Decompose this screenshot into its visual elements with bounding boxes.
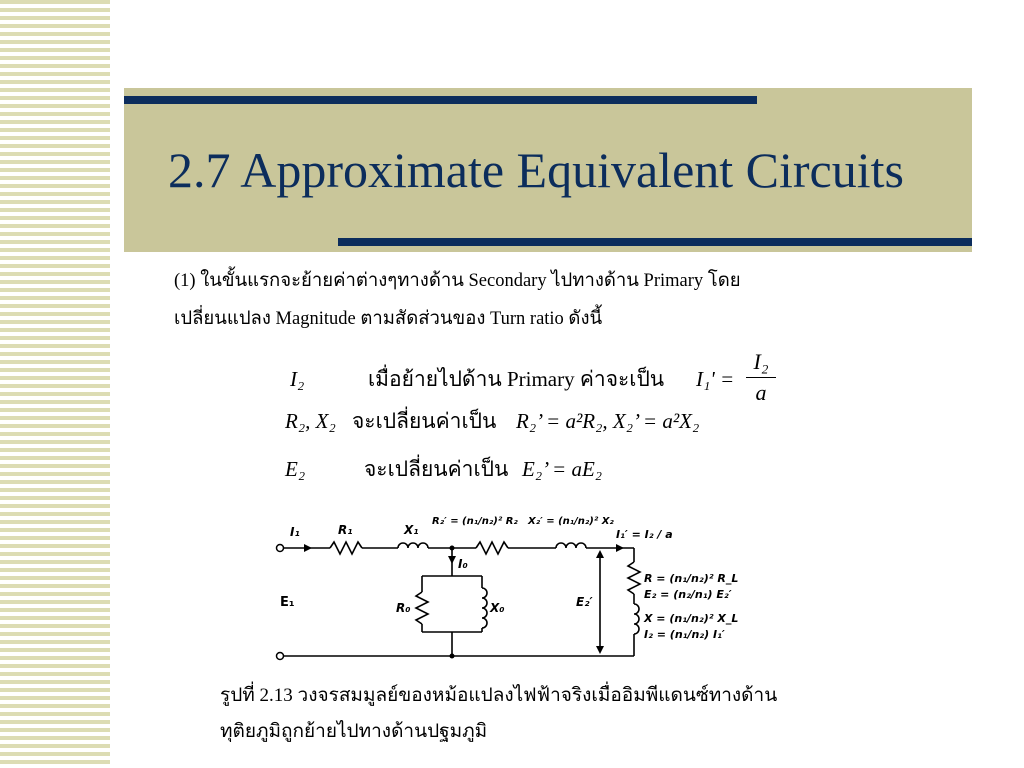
eq3-expression: E₂’ = aE₂ <box>522 457 603 481</box>
label-i1: I₁ <box>290 525 300 539</box>
label-x2-prime: X₂′ = (n₁/n₂)² X₂ <box>528 516 614 527</box>
eq1-symbol: I₂ <box>290 367 305 391</box>
eq2-expression: R₂’ = a²R₂, X₂’ = a²X₂ <box>516 409 700 433</box>
inductor-x0 <box>482 588 487 628</box>
terminal-bottom <box>277 653 284 660</box>
title-rule-top <box>124 96 757 104</box>
resistor-r0 <box>416 592 428 624</box>
label-i2-relation: I₂ = (n₁/n₂) I₁′ <box>644 628 725 641</box>
eq1-fraction-denominator: a <box>755 380 767 405</box>
inductor-x1 <box>398 543 428 548</box>
label-r2-prime: R₂′ = (n₁/n₂)² R₂ <box>432 516 518 527</box>
resistor-load <box>628 562 640 594</box>
label-e2-relation: E₂ = (n₂/n₁) E₂′ <box>644 588 732 601</box>
eq2-symbol: R₂, X₂ <box>285 409 336 433</box>
caption-line-2: ทุติยภูมิถูกย้ายไปทางด้านปฐมภูมิ <box>220 721 488 742</box>
label-e1: E₁ <box>280 595 295 610</box>
eq3-symbol: E₂ <box>285 457 306 481</box>
label-x0: X₀ <box>490 601 505 615</box>
eq2-text: จะเปลี่ยนค่าเป็น <box>352 409 497 433</box>
voltage-arrowhead-top <box>596 550 604 558</box>
equivalent-circuit-diagram <box>270 488 830 668</box>
terminal-top <box>277 545 284 552</box>
slide-title: 2.7 Approximate Equivalent Circuits <box>168 142 904 198</box>
label-e2-prime: E₂′ <box>576 595 593 609</box>
label-r1: R₁ <box>338 523 353 537</box>
label-i1-prime: I₁′ = I₂ / a <box>616 528 673 541</box>
label-r0: R₀ <box>396 601 411 615</box>
junction-top <box>450 546 455 551</box>
voltage-arrowhead-bottom <box>596 646 604 654</box>
eq1-fraction-numerator: I₂ <box>753 349 769 374</box>
eq3-text: จะเปลี่ยนค่าเป็น <box>364 457 509 481</box>
junction-bottom <box>450 654 455 659</box>
resistor-r2-prime <box>476 542 508 554</box>
decorative-stripes <box>0 0 110 768</box>
label-x-load: X = (n₁/n₂)² X_L <box>644 612 739 625</box>
current-arrow-i0 <box>448 556 456 564</box>
intro-paragraph <box>174 262 874 338</box>
current-arrow-i1-prime <box>616 544 624 552</box>
title-rule-bottom <box>338 238 972 246</box>
intro-line-1: (1) ในขั้นแรกจะย้ายค่าต่างๆทางด้าน Secondary ไปทางด้าน Primary โดย <box>174 271 741 291</box>
label-r-load: R = (n₁/n₂)² R_L <box>644 572 739 585</box>
eq1-fraction-bar <box>746 377 776 378</box>
inductor-load <box>634 604 639 634</box>
eq1-lhs: I₁' = <box>696 367 735 391</box>
eq1-fraction <box>746 349 776 406</box>
inductor-x2-prime <box>556 543 586 548</box>
intro-line-2: เปลี่ยนแปลง Magnitude ตามสัดส่วนของ Turn ratio ดังนี้ <box>174 309 603 329</box>
caption-line-1: รูปที่ 2.13 วงจรสมมูลย์ของหม้อแปลงไฟฟ้าจริงเมื่ออิมพีแดนซ์ทางด้าน <box>220 685 778 706</box>
label-x1: X₁ <box>404 523 419 537</box>
eq1-text: เมื่อย้ายไปด้าน Primary ค่าจะเป็น <box>368 367 665 391</box>
label-i0: I₀ <box>458 557 468 571</box>
resistor-r1 <box>330 542 362 554</box>
figure-caption <box>220 678 920 750</box>
current-arrow-i1 <box>304 544 312 552</box>
